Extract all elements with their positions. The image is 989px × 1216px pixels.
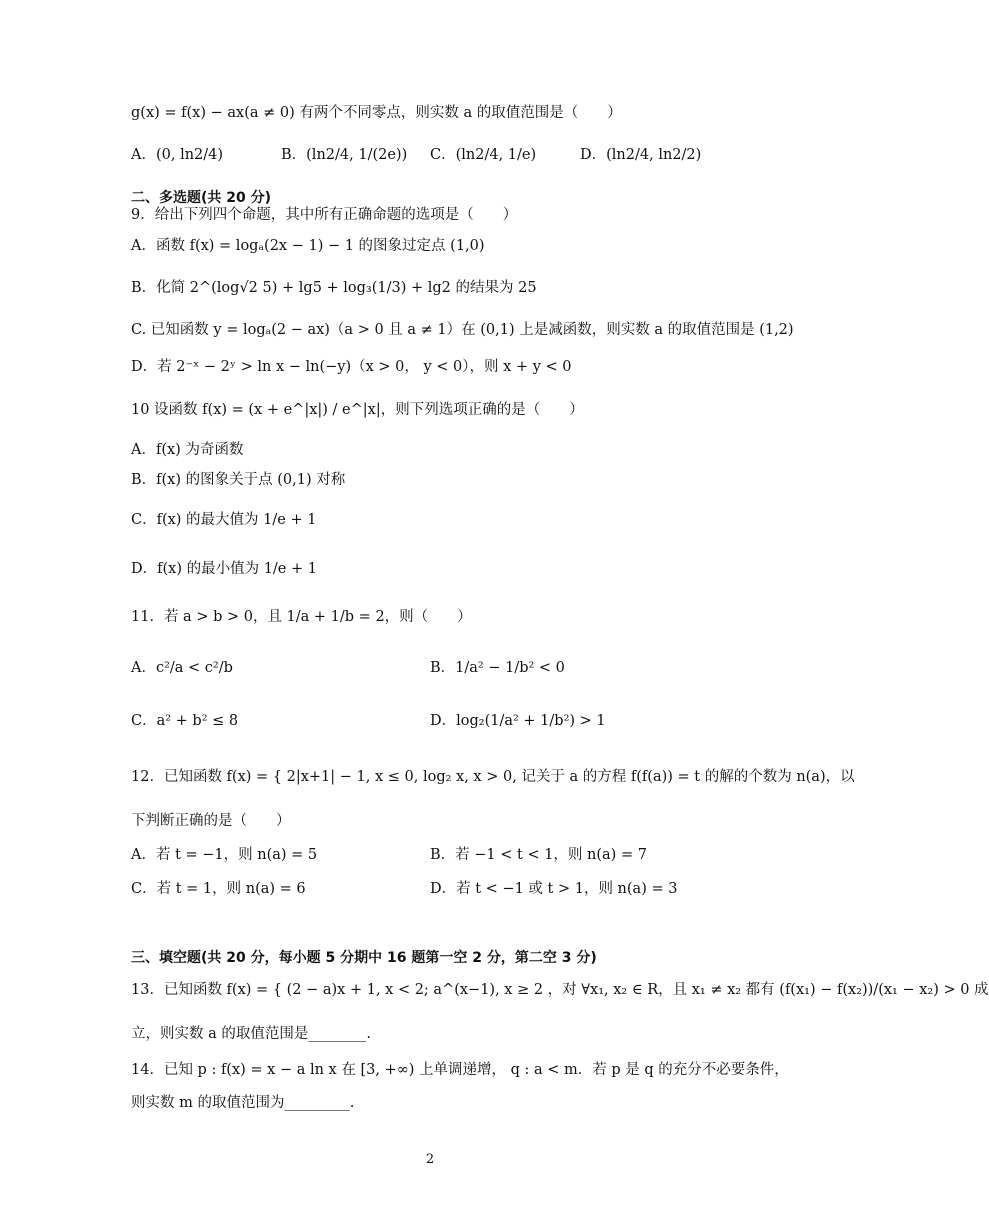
q12-stem-continued: 下判断正确的是（ ） [131, 813, 291, 829]
q12-stem: 12．已知函数 f(x) = { 2|x+1| − 1, x ≤ 0, log₂ x, x > 0, 记关于 a 的方程 f(f(a)) = t 的解的个数为 n(a)，以 [131, 769, 855, 785]
q14-stem: 14．已知 p : f(x) = x − a ln x 在 [3, +∞) 上单调递增， q : a < m．若 p 是 q 的充分不必要条件， [131, 1062, 789, 1078]
page-number: 2 [425, 1152, 435, 1167]
q9-option-d: D．若 2⁻ˣ − 2ʸ > ln x − ln(−y)（x > 0， y < 0），则 x + y < 0 [131, 359, 572, 375]
q8-stem: g(x) = f(x) − ax(a ≠ 0) 有两个不同零点，则实数 a 的取值范围是（ ） [131, 105, 622, 121]
q10-option-c: C．f(x) 的最大值为 1/e + 1 [131, 512, 317, 528]
q13-stem-continued: 立，则实数 a 的取值范围是________. [131, 1026, 371, 1042]
q9-option-a: A．函数 f(x) = logₐ(2x − 1) − 1 的图象过定点 (1,0) [131, 238, 485, 254]
q9-option-b: B．化简 2^(log√2 5) + lg5 + log₃(1/3) + lg2 的结果为 25 [131, 280, 537, 296]
q11-option-c: C．a² + b² ≤ 8 [131, 713, 239, 729]
q10-stem: 10 设函数 f(x) = (x + e^|x|) / e^|x|，则下列选项正确的是（ ） [131, 402, 584, 418]
q8-option-d: D．(ln2/4, ln2/2) [580, 147, 702, 163]
q12-option-b: B．若 −1 < t < 1，则 n(a) = 7 [430, 847, 647, 863]
section-title-fill-in-blank: 三、填空题(共 20 分，每小题 5 分期中 16 题第一空 2 分，第二空 3 分) [131, 950, 597, 966]
section-title-multiple-choice: 二、多选题(共 20 分) [131, 190, 272, 206]
q11-option-a: A．c²/a < c²/b [131, 660, 233, 676]
q9-stem: 9．给出下列四个命题，其中所有正确命题的选项是（ ） [131, 207, 518, 223]
q12-option-d: D．若 t < −1 或 t > 1，则 n(a) = 3 [430, 881, 678, 897]
q10-option-d: D．f(x) 的最小值为 1/e + 1 [131, 561, 317, 577]
q11-option-d: D．log₂(1/a² + 1/b²) > 1 [430, 713, 606, 729]
q12-option-a: A．若 t = −1，则 n(a) = 5 [131, 847, 318, 863]
q10-option-a: A．f(x) 为奇函数 [131, 442, 244, 458]
q9-option-c: C. 已知函数 y = logₐ(2 − ax)（a > 0 且 a ≠ 1）在 (0,1) 上是减函数，则实数 a 的取值范围是 (1,2) [131, 322, 794, 338]
q8-option-a: A．(0, ln2/4) [131, 147, 224, 163]
q14-stem-continued: 则实数 m 的取值范围为_________. [131, 1095, 355, 1111]
q13-stem: 13．已知函数 f(x) = { (2 − a)x + 1, x < 2; a^(x−1), x ≥ 2 ，对 ∀x₁, x₂ ∈ R，且 x₁ ≠ x₂ 都有 (f(x₁) − f(x₂))/(x₁ − x₂) > 0 成 [131, 982, 989, 998]
q11-option-b: B．1/a² − 1/b² < 0 [430, 660, 565, 676]
q12-option-c: C．若 t = 1，则 n(a) = 6 [131, 881, 306, 897]
q11-stem: 11．若 a > b > 0，且 1/a + 1/b = 2，则（ ） [131, 609, 472, 625]
q10-option-b: B．f(x) 的图象关于点 (0,1) 对称 [131, 472, 346, 488]
q8-option-b: B．(ln2/4, 1/(2e)) [281, 147, 408, 163]
q8-option-c: C．(ln2/4, 1/e) [430, 147, 537, 163]
